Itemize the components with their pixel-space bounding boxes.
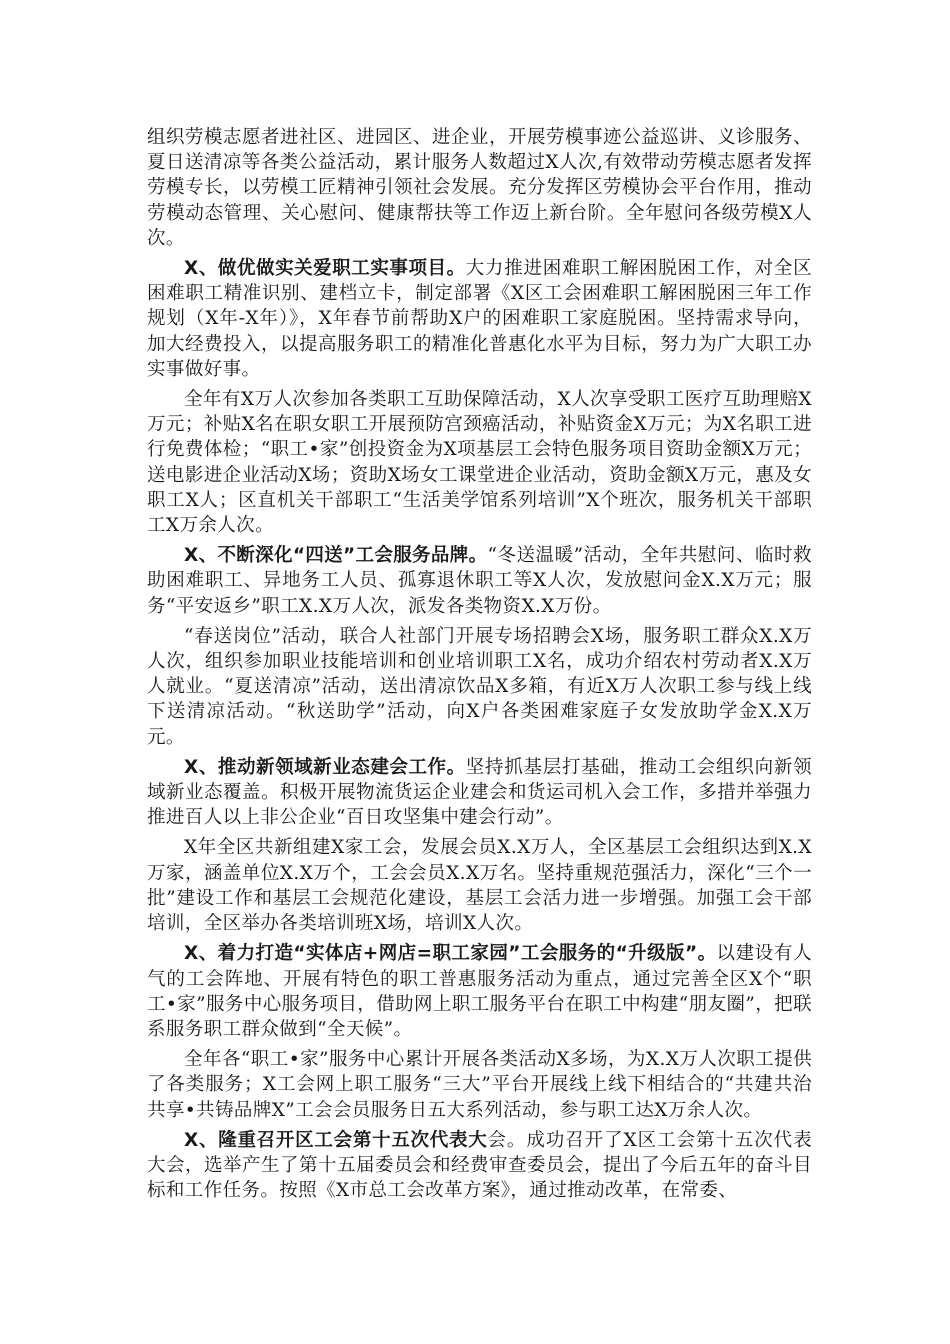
paragraph-4-text: “冬送温暖”活动，全年共慰问、临时救助困难职工、异地务工人员、孤寡退休职工等X人次，发放慰问金X.X万元；服务“平安返乡”职工X.X万人次，派发各类物资X.X万份。 (147, 545, 812, 617)
paragraph-2 (147, 256, 812, 382)
section-heading-care-projects: X、做优做实关爱职工实事项目。 (184, 258, 466, 280)
paragraph-1 (147, 125, 812, 251)
paragraph-9 (147, 1047, 812, 1123)
paragraph-10-text: 会。成功召开了X区工会第十五次代表大会，选举产生了第十五届委员会和经费审查委员会，提出了今后五年的奋斗目标和工作任务。按照《X市总工会改革方案》，通过推动改革，在常委、 (147, 1129, 812, 1202)
paragraph-8-text: 以建设有人气的工会阵地、开展有特色的职工普惠服务活动为重点，通过完善全区X个“职工•家”服务中心服务项目，借助网上职工服务平台在职工中构建“朋友圈”，把联系服务职工群众做到“全天候”。 (147, 943, 812, 1040)
paragraph-6 (147, 755, 812, 831)
paragraph-7-text: X年全区共新组建X家工会，发展会员X.X万人，全区基层工会组织达到X.X万家，涵盖单位X.X万个，工会会员X.X万名。坚持重规范强活力，深化“三个一批”建设工作和基层工会规范化建设，基层工会活力进一步增强。加强工会干部培训，全区举办各类培训班X场，培训X人次。 (147, 837, 812, 935)
paragraph-3-text: 全年有X万人次参加各类职工互助保障活动，X人次享受职工医疗互助理赔X万元；补贴X名在职女职工开展预防宫颈癌活动，补贴资金X万元；为X名职工进行免费体检；“职工•家”创投资金为X项基层工会特色服务项目资助金额X万元；送电影进企业活动X场；资助X场女工课堂进企业活动，资助金额X万元，惠及女职工X人；区直机关干部职工“生活美学馆系列培训”X个班次，服务机关干部职工X万余人次。 (147, 389, 812, 537)
section-heading-congress: X、隆重召开区工会第十五次代表大 (184, 1129, 488, 1151)
section-heading-new-sectors: X、推动新领域新业态建会工作。 (184, 756, 466, 778)
paragraph-9-text: 全年各“职工•家”服务中心累计开展各类活动X多场，为X.X万人次职工提供了各类服务；X工会网上职工服务“三大”平台开展线上线下相结合的“共建共治共享•共铸品牌X”工会会员服务日五大系列活动，参与职工达X万余人次。 (147, 1049, 812, 1121)
paragraph-8 (147, 941, 812, 1042)
paragraph-2-text: 大力推进困难职工解困脱困工作，对全区困难职工精准识别、建档立卡，制定部署《X区工会困难职工解困脱困三年工作规划（X年-X年）》，X年春节前帮助X户的困难职工家庭脱困。坚持需求导向，加大经费投入，以提高服务职工的精准化普惠化水平为目标，努力为广大职工办实事做好事。 (147, 258, 812, 380)
paragraph-5 (147, 624, 812, 750)
paragraph-4 (147, 543, 812, 619)
paragraph-6-text: 坚持抓基层打基础，推动工会组织向新领域新业态覆盖。积极开展物流货运企业建会和货运司机入会工作，多措并举强力推进百人以上非公企业“百日攻坚集中建会行动”。 (147, 756, 812, 829)
paragraph-3 (147, 387, 812, 538)
paragraph-7 (147, 835, 812, 936)
paragraph-5-text: “春送岗位”活动，联合人社部门开展专场招聘会X场，服务职工群众X.X万人次，组织参加职业技能培训和创业培训职工X名，成功介绍农村劳动者X.X万人就业。“夏送清凉”活动，送出清凉饮品X多箱，有近X万人次职工参与线上线下送清凉活动。“秋送助学”活动，向X户各类困难家庭子女发放助学金X.X万元。 (147, 625, 812, 748)
section-heading-four-sends: X、不断深化“四送”工会服务品牌。 (184, 545, 488, 567)
document-page (147, 125, 812, 1208)
paragraph-10 (147, 1128, 812, 1204)
section-heading-upgrade: X、着力打造“实体店+网店=职工家园”工会服务的“升级版”。 (184, 943, 717, 965)
paragraph-1-text: 组织劳模志愿者进社区、进园区、进企业，开展劳模事迹公益巡讲、义诊服务、夏日送清凉等各类公益活动，累计服务人数超过X人次,有效带动劳模志愿者发挥劳模专长，以劳模工匠精神引领社会发展。充分发挥区劳模协会平台作用，推动劳模动态管理、关心慰问、健康帮扶等工作迈上新台阶。全年慰问各级劳模X人次。 (147, 127, 812, 249)
